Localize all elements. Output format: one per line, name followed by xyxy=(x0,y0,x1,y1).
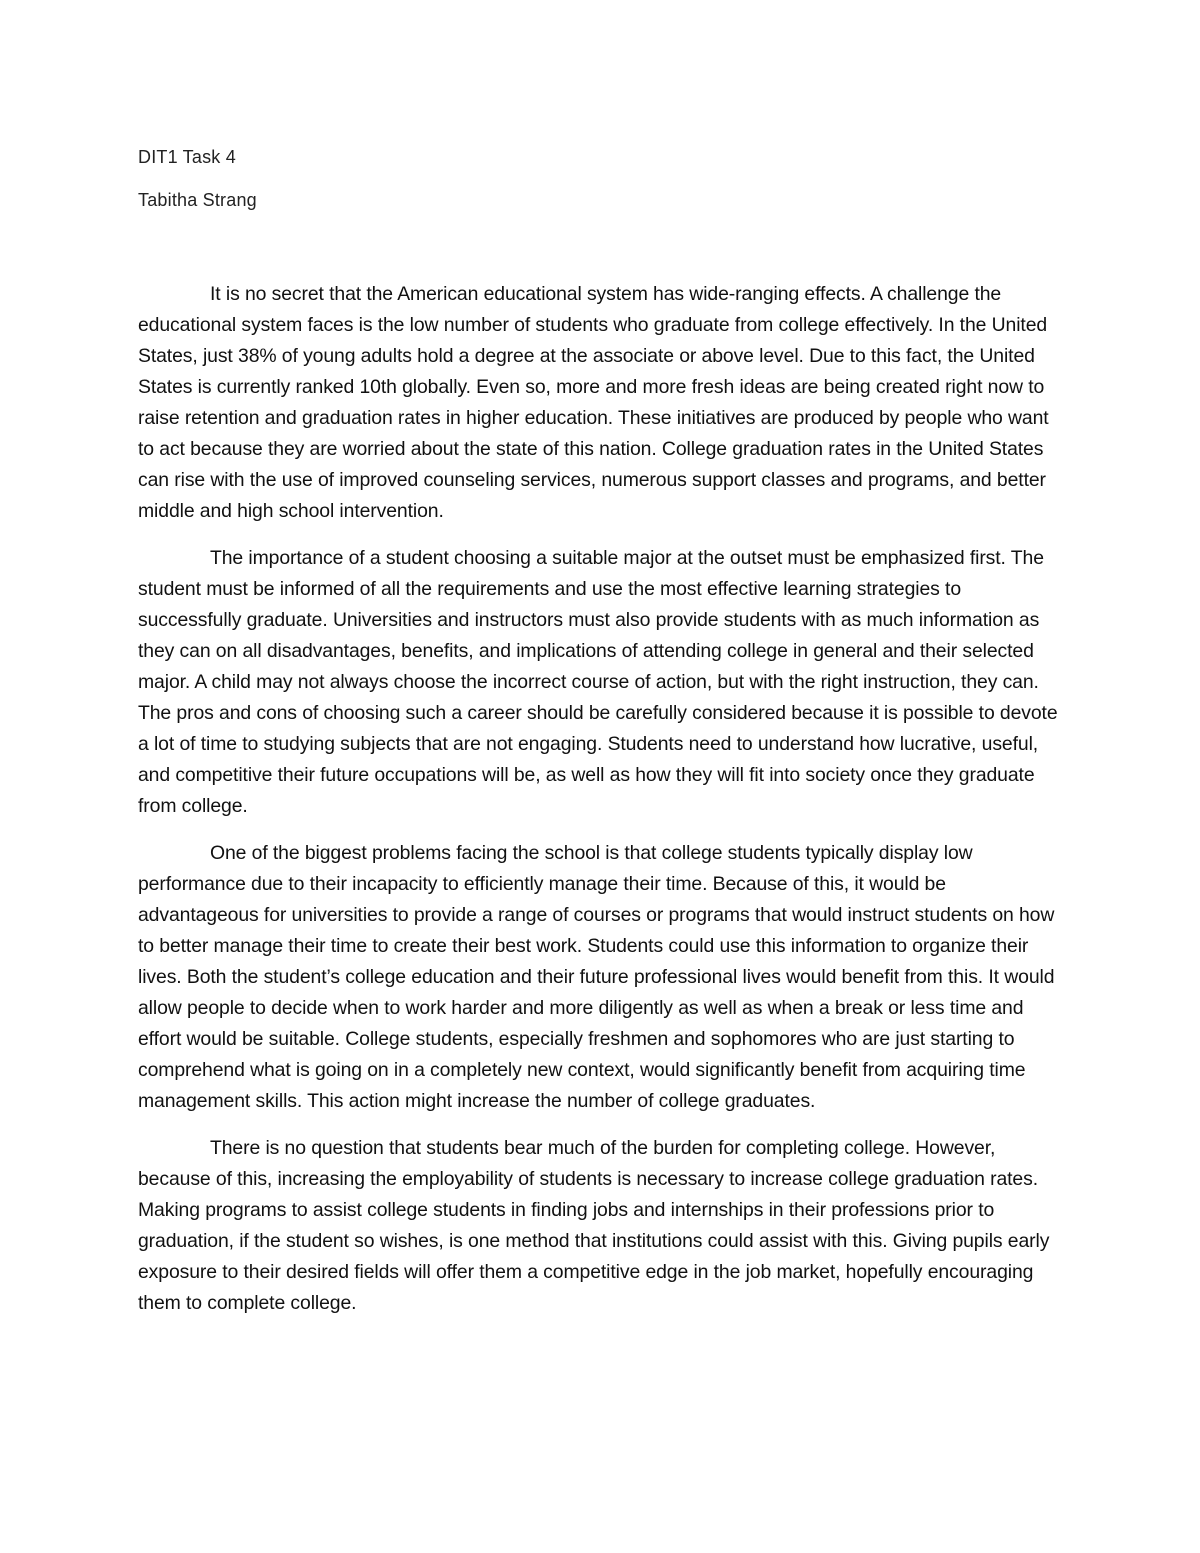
paragraph-4: There is no question that students bear much of the burden for completing college. However, because of this, increasing the employability of students is necessary to increase college graduation rates. Making programs to assist college students in finding jobs and internships in their professions prior to graduation, if the student so wishes, is one method that institutions could assist with this. Giving pupils early exposure to their desired fields will offer them a competitive edge in the job market, hopefully encouraging them to complete college. xyxy=(138,1137,1050,1314)
essay-body xyxy=(138,279,1058,1335)
author-name: Tabitha Strang xyxy=(138,190,257,210)
paragraph-1: It is no secret that the American educational system has wide-ranging effects. A challenge the educational system faces is the low number of students who graduate from college effectively. In the United States, just 38% of young adults hold a degree at the associate or above level. Due to this fact, the United States is currently ranked 10th globally. Even so, more and more fresh ideas are being created right now to raise retention and graduation rates in higher education. These initiatives are produced by people who want to act because they are worried about the state of this nation. College graduation rates in the United States can rise with the use of improved counseling services, numerous support classes and programs, and better middle and high school intervention. xyxy=(138,283,1049,522)
paragraph-2: The importance of a student choosing a suitable major at the outset must be emphasized first. The student must be informed of all the requirements and use the most effective learning strategies to successfully graduate. Universities and instructors must also provide students with as much information as they can on all disadvantages, benefits, and implications of attending college in general and their selected major. A child may not always choose the incorrect course of action, but with the right instruction, they can. The pros and cons of choosing such a career should be carefully considered because it is possible to devote a lot of time to studying subjects that are not engaging. Students need to understand how lucrative, useful, and competitive their future occupations will be, as well as how they will fit into society once they graduate from college. xyxy=(138,547,1058,817)
paragraph-3: One of the biggest problems facing the school is that college students typically display low performance due to their incapacity to efficiently manage their time. Because of this, it would be advantageous for universities to provide a range of courses or programs that would instruct students on how to better manage their time to create their best work. Students could use this information to organize their lives. Both the student’s college education and their future professional lives would benefit from this. It would allow people to decide when to work harder and more diligently as well as when a break or less time and effort would be suitable. College students, especially freshmen and sophomores who are just starting to comprehend what is going on in a completely new context, would significantly benefit from acquiring time management skills. This action might increase the number of college graduates. xyxy=(138,842,1055,1112)
course-code: DIT1 Task 4 xyxy=(138,147,236,167)
